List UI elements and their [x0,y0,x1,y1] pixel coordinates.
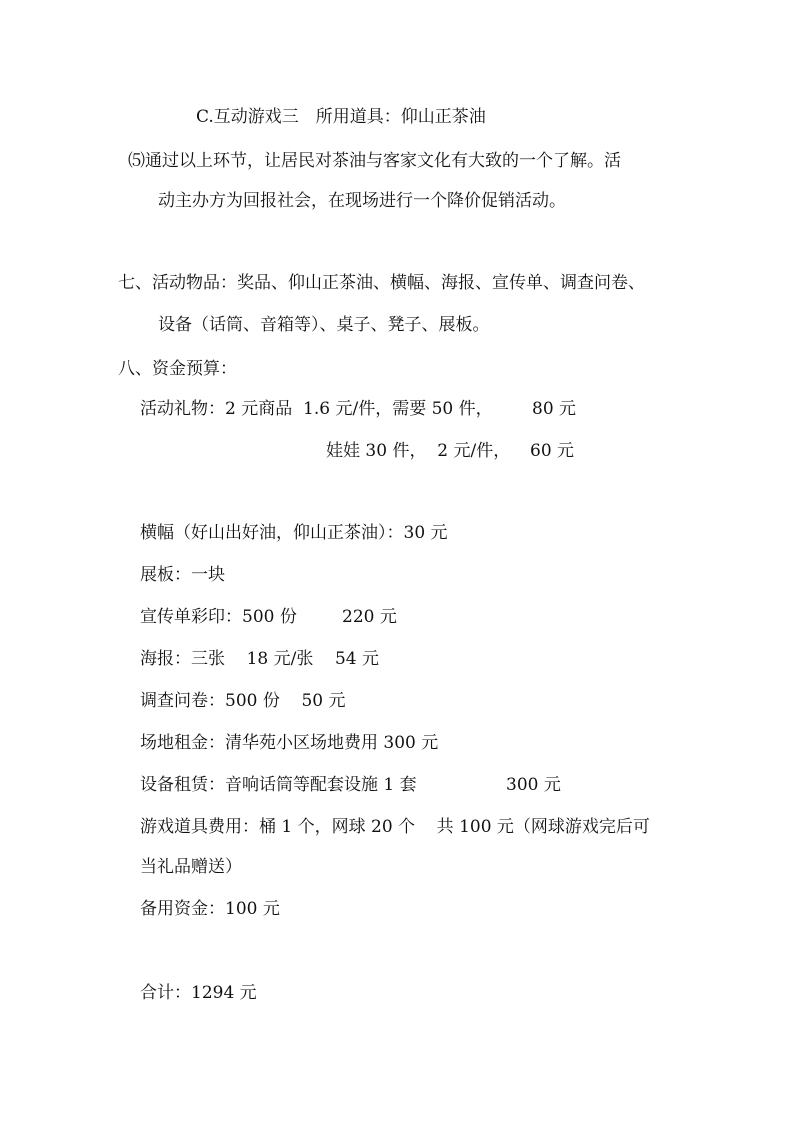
item5-line2: 动主办方为回报社会，在现场进行一个降价促销活动。 [158,191,566,211]
venue-line: 场地租金：清华苑小区场地费用 300 元 [140,733,439,753]
reserve-line: 备用资金：100 元 [140,899,280,919]
game-c-line: C.互动游戏三 所用道具：仰山正茶油 [196,107,486,127]
banner-line: 横幅（好山出好油，仰山正茶油）：30 元 [140,523,448,543]
gifts-doll: 娃娃 30 件， 2 元/件， [326,441,511,461]
section7-line1: 七、活动物品：奖品、仰山正茶油、横幅、海报、宣传单、调查问卷、 [118,273,645,293]
equipment-amount: 300 元 [506,775,561,795]
posters-line: 海报：三张 18 元/张 54 元 [140,649,380,669]
gifts-amount2: 60 元 [530,441,575,461]
item5-line1: ⑸通过以上环节，让居民对茶油与客家文化有大致的一个了解。活 [128,151,621,171]
board-line: 展板：一块 [140,565,225,585]
gifts-amount1: 80 元 [532,399,577,419]
props-line1: 游戏道具费用：桶 1 个，网球 20 个 共 100 元（网球游戏完后可 [140,817,650,837]
section8-heading: 八、资金预算： [118,359,237,379]
flyers-label: 宣传单彩印：500 份 [140,607,297,627]
survey-line: 调查问卷：500 份 50 元 [140,691,346,711]
gifts-label: 活动礼物：2 元商品 1.6 元/件，需要 50 件， [140,399,493,419]
section7-line2: 设备（话筒、音箱等）、桌子、凳子、展板。 [158,315,490,335]
total-line: 合计：1294 元 [140,983,257,1003]
props-line2: 当礼品赠送） [140,857,242,877]
flyers-amount: 220 元 [342,607,397,627]
equipment-label: 设备租赁：音响话筒等配套设施 1 套 [140,775,417,795]
